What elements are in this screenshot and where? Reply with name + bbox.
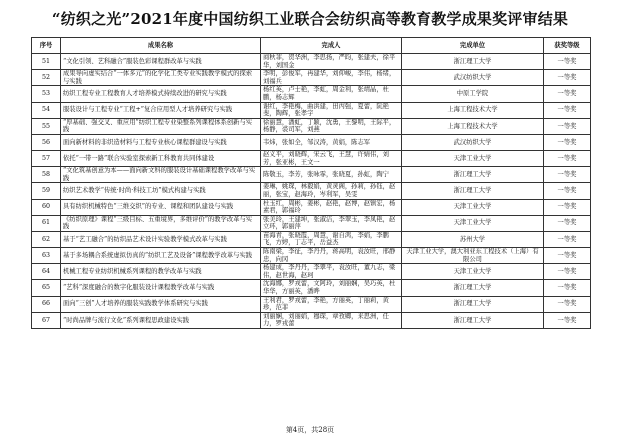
- completing-unit-cell: 天津工业大学: [402, 150, 544, 166]
- row-number-cell: 58: [32, 167, 61, 183]
- completers-cell: 张美玲，王建坤，张淑洁，李翠玉，李凤艳，赵立环，郭丽萍: [261, 215, 402, 231]
- completers-cell: 徐丽慧，潘虹，丁颖，沈勇，王黎明，王际平，杨静，裘司军，刘燕: [261, 118, 402, 134]
- achievement-name-cell: 基于“艺工融合”的纺织品艺术设计实验教学模式改革与实践: [61, 231, 261, 247]
- completers-cell: 杜玉红，周彬，姜彬，赵艳，赵博，赵镇宏，杨素君，郭福玲: [261, 199, 402, 215]
- completers-cell: 杨建成，李丹丹，李翠平，袁汝旺，董九志，梁伟，赵世海，赵珂: [261, 264, 402, 280]
- achievement-name-cell: “时尚品牌与流行文化”系列课程思政建设实践: [61, 312, 261, 328]
- completing-unit-cell: 武汉纺织大学: [402, 70, 544, 86]
- header-unit: 完成单位: [402, 38, 544, 54]
- achievement-name-cell: “艺科”深度融合的数字化服装设计课程教学改革与实践: [61, 280, 261, 296]
- completing-unit-cell: 浙江理工大学: [402, 183, 544, 199]
- table-row: [32, 248, 591, 264]
- completers-cell: 姜琳，姚琛，林毅娟，黄灵阁，孙莉，孙钰，赵丽，张宝，赵海玲，岑利军，吴雯: [261, 183, 402, 199]
- achievement-name-cell: “厚基础、强交叉、重应用”纺织工程专业染整系列课程体系创新与实践: [61, 118, 261, 134]
- award-level-cell: 一等奖: [544, 118, 591, 134]
- award-level-cell: 一等奖: [544, 280, 591, 296]
- completing-unit-cell: 天津工业大学，澳大利亚东工程技术（上海）有限公司: [402, 248, 544, 264]
- achievement-name-cell: “文化筑基创意为本——面向新文科的服装设计基础课程教学改革与实践: [61, 167, 261, 183]
- completing-unit-cell: 浙江理工大学: [402, 280, 544, 296]
- row-number-cell: 53: [32, 86, 61, 102]
- page-footer: 第4页，共28页: [285, 426, 335, 434]
- row-number-cell: 65: [32, 280, 61, 296]
- row-number-cell: 64: [32, 264, 61, 280]
- table-row: [32, 54, 591, 70]
- award-level-cell: 一等奖: [544, 86, 591, 102]
- award-level-cell: 一等奖: [544, 54, 591, 70]
- completers-cell: 谢红，李艳梅，曲洪建，田丙强，夏蕾，阮艳斐，陶辉，张孝宇: [261, 102, 402, 118]
- completing-unit-cell: 武汉纺织大学: [402, 134, 544, 150]
- completing-unit-cell: 中原工学院: [402, 86, 544, 102]
- header-achievement-name: 成果名称: [61, 38, 261, 54]
- completers-cell: 商秋菲，贺华洲，李思扬，严昀，张建夫，徐平华，刘国金: [261, 54, 402, 70]
- award-level-cell: 一等奖: [544, 264, 591, 280]
- table-row: [32, 102, 591, 118]
- award-level-cell: 一等奖: [544, 231, 591, 247]
- completing-unit-cell: 浙江理工大学: [402, 167, 544, 183]
- completers-cell: 刘丽娴，刘丽娟，穆琛，章孜卿，来思洲，任力，罗戎蕾: [261, 312, 402, 328]
- achievement-name-cell: 面向“三创”人才培养的服装实践教学体系研究与实践: [61, 296, 261, 312]
- row-number-cell: 66: [32, 296, 61, 312]
- completers-cell: 陈南梁，李征，李丹丹，蒋高明，袁汝旺，邢静忠，向冈: [261, 248, 402, 264]
- completers-cell: 王利君，罗戎蕾，李艳，方丽英，丁丽莉，黄珍，范菲: [261, 296, 402, 312]
- completers-cell: 赵义平，刘晓辉，宋云飞，王慧，许婧伟，刘芳，张亚彬，王文一: [261, 150, 402, 166]
- table-row: [32, 231, 591, 247]
- completers-cell: 苗海青，张晓霞，周慧，谢自鸿，李娟，李鹏飞，方婷，丁志平，岳益杰: [261, 231, 402, 247]
- row-number-cell: 63: [32, 248, 61, 264]
- completing-unit-cell: 苏州大学: [402, 231, 544, 247]
- table-row: [32, 280, 591, 296]
- completers-cell: 杨红英，卢士艳，李虹，周金利，张靖晶，杜鹏，杨志辉: [261, 86, 402, 102]
- row-number-cell: 57: [32, 150, 61, 166]
- achievement-name-cell: 纺织工程专业工程教育人才培养模式持续改进的研究与实践: [61, 86, 261, 102]
- achievement-name-cell: 面向新材料的非织造材料与工程专业核心课程群建设与实践: [61, 134, 261, 150]
- completing-unit-cell: 天津工业大学: [402, 215, 544, 231]
- award-level-cell: 一等奖: [544, 167, 591, 183]
- row-number-cell: 61: [32, 215, 61, 231]
- completing-unit-cell: 浙江理工大学: [402, 54, 544, 70]
- table-row: [32, 312, 591, 328]
- completers-cell: 李明，彭俊军，冉建华，刘仰峻，李伟，杨绪，刘福兵: [261, 70, 402, 86]
- completing-unit-cell: 浙江理工大学: [402, 312, 544, 328]
- table-row: [32, 150, 591, 166]
- table-row: [32, 134, 591, 150]
- header-number: 序号: [32, 38, 61, 54]
- table-row: [32, 215, 591, 231]
- award-level-cell: 一等奖: [544, 70, 591, 86]
- completing-unit-cell: 上海工程技术大学: [402, 118, 544, 134]
- achievement-name-cell: 服装设计与工程专业“工程+”复合应用型人才培养研究与实践: [61, 102, 261, 118]
- achievement-name-cell: 基于多场耦合系统虚拟仿真的“纺织工艺及设备”课程教学改革与实践: [61, 248, 261, 264]
- completing-unit-cell: 上海工程技术大学: [402, 102, 544, 118]
- achievement-name-cell: 《纺织原理》课程“三级目标、五重境界，多维评价”的教学改革与实践: [61, 215, 261, 231]
- award-level-cell: 一等奖: [544, 183, 591, 199]
- table-row: [32, 70, 591, 86]
- award-level-cell: 一等奖: [544, 215, 591, 231]
- table-row: [32, 199, 591, 215]
- award-level-cell: 一等奖: [544, 150, 591, 166]
- row-number-cell: 62: [32, 231, 61, 247]
- award-level-cell: 一等奖: [544, 134, 591, 150]
- row-number-cell: 59: [32, 183, 61, 199]
- table-row: [32, 86, 591, 102]
- results-table: [31, 37, 591, 329]
- completers-cell: 陈敬玉，李芳，张咏霏，张晓夏，孙虹，陶宁: [261, 167, 402, 183]
- award-level-cell: 一等奖: [544, 102, 591, 118]
- achievement-name-cell: 机械工程专业纺织机械系列课程的教学改革与实践: [61, 264, 261, 280]
- completing-unit-cell: 浙江理工大学: [402, 296, 544, 312]
- table-row: [32, 264, 591, 280]
- page-title: “纺织之光”2021年度中国纺织工业联合会纺织高等教育教学成果奖评审结果: [51, 10, 569, 28]
- row-number-cell: 67: [32, 312, 61, 328]
- table-header-row: [32, 38, 591, 54]
- row-number-cell: 60: [32, 199, 61, 215]
- completers-cell: 韦炜，张如全，邹汉涛，黄娟，陈志军: [261, 134, 402, 150]
- achievement-name-cell: 纺织艺术教学“传统·时尚·科技工坊”模式构建与实践: [61, 183, 261, 199]
- header-completers: 完成人: [261, 38, 402, 54]
- completing-unit-cell: 天津工业大学: [402, 264, 544, 280]
- achievement-name-cell: “文化引领、艺科融合”服装色彩课程群改革与实践: [61, 54, 261, 70]
- completing-unit-cell: 天津工业大学: [402, 199, 544, 215]
- award-level-cell: 一等奖: [544, 296, 591, 312]
- award-level-cell: 一等奖: [544, 199, 591, 215]
- table-row: [32, 118, 591, 134]
- header-award-level: 获奖等级: [544, 38, 591, 54]
- completers-cell: 沈海娜，罗戎蕾，文阿玲，刘丽娴，吴巧英，杜华华，方丽英，潘晔: [261, 280, 402, 296]
- achievement-name-cell: 成果导向虚实结合“一体多元”的化学化工类专业实践教学模式的探索与实践: [61, 70, 261, 86]
- table-row: [32, 167, 591, 183]
- achievement-name-cell: 具有纺织机械特色“三维交织”的专业、课程和团队建设与实践: [61, 199, 261, 215]
- award-level-cell: 一等奖: [544, 248, 591, 264]
- row-number-cell: 51: [32, 54, 61, 70]
- row-number-cell: 54: [32, 102, 61, 118]
- table-row: [32, 183, 591, 199]
- achievement-name-cell: 依托“一带一路”联合实验室探索新工科教育共同体建设: [61, 150, 261, 166]
- award-level-cell: 一等奖: [544, 312, 591, 328]
- row-number-cell: 55: [32, 118, 61, 134]
- row-number-cell: 56: [32, 134, 61, 150]
- table-row: [32, 296, 591, 312]
- row-number-cell: 52: [32, 70, 61, 86]
